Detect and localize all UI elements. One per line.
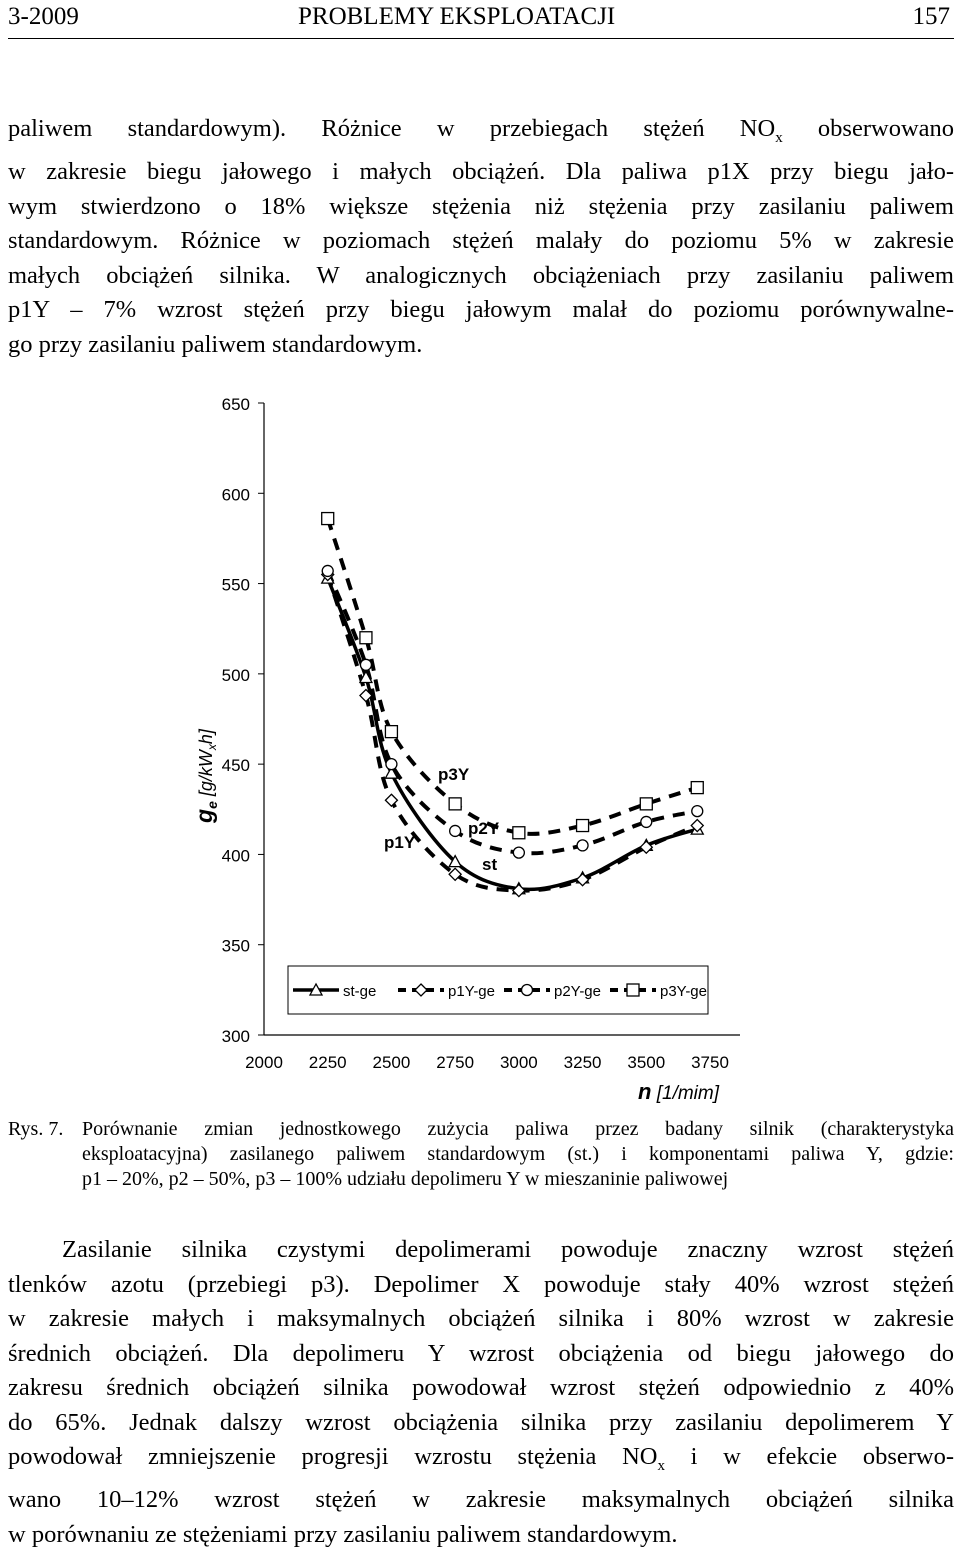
y-tick-label: 550 — [221, 575, 250, 595]
series-annotation: p2Y — [468, 819, 500, 838]
data-point-p2Y-ge — [577, 840, 588, 851]
text-line: małych obciążeń silnika. W analogicznych obciążeniach przy zasilaniu paliwem — [8, 261, 954, 289]
data-point-p3Y-ge — [322, 513, 334, 525]
y-tick-label: 450 — [221, 756, 250, 776]
data-point-p3Y-ge — [691, 782, 703, 794]
y-tick-label: 300 — [221, 1027, 250, 1046]
data-point-p2Y-ge — [386, 759, 397, 770]
data-point-p3Y-ge — [577, 820, 589, 832]
text-line: standardowym. Różnice w poziomach stężeń malały do poziomu 5% w zakresie — [8, 227, 954, 255]
text-line: powodował zmniejszenie progresji wzrostu stężenia $NO_x$ i w efekcie obserwo- — [8, 1443, 955, 1474]
y-tick-label: 350 — [221, 936, 250, 956]
data-point-p2Y-ge — [360, 659, 371, 670]
x-tick-label: 2750 — [436, 1053, 475, 1072]
data-point-p2Y-ge — [641, 816, 652, 827]
x-tick-label: 3250 — [563, 1053, 602, 1072]
running-header — [8, 0, 954, 39]
text-line: średnich obciążeń. Dla depolimeru Y wzrost obciążenia od biegu jałowego do — [8, 1339, 954, 1367]
legend-marker-p2Y-ge — [522, 985, 533, 996]
data-point-p3Y-ge — [385, 726, 397, 738]
legend-label: p3Y-ge — [660, 983, 707, 1000]
text-line: w zakresie biegu jałowego i małych obciążeń. Dla paliwa p1X przy biegu jało- — [8, 158, 954, 186]
y-tick-label: 650 — [221, 395, 250, 414]
text-line: paliwem standardowym). Różnice w przebiegach stężeń $NO_x$ obserwowano — [8, 115, 955, 146]
paragraph-top — [8, 112, 954, 362]
data-point-p2Y-ge — [692, 806, 703, 817]
y-axis-label — [191, 728, 220, 824]
text-line: go przy zasilaniu paliwem standardowym. — [8, 330, 423, 358]
caption-line: Porównanie zmian jednostkowego zużycia paliwa przez badany silnik (charakterystyka — [82, 1118, 954, 1140]
series-line-p3Y-ge — [328, 519, 698, 834]
y-axis-title: $g_e$ $[g/kW_xh]$ — [191, 729, 220, 823]
legend-label: st-ge — [343, 983, 377, 1000]
text-line: wym stwierdzono o 18% większe stężenia niż stężenia przy zasilaniu paliwem — [8, 192, 954, 220]
caption-label: Rys. 7. — [8, 1118, 64, 1140]
x-tick-label: 3500 — [627, 1053, 666, 1072]
text-line: tlenków azotu (przebiegi p3). Depolimer X powoduje stały 40% wzrost stężeń — [8, 1270, 954, 1298]
data-point-p2Y-ge — [322, 565, 333, 576]
text-line: w porównaniu ze stężeniami przy zasilaniu paliwem standardowym. — [8, 1520, 678, 1548]
fuel-consumption-chart — [0, 380, 960, 1110]
page-number: 157 — [912, 3, 950, 30]
text-line: wano 10–12% wzrost stężeń w zakresie maksymalnych obciążeń silnika — [8, 1486, 954, 1514]
journal-title: PROBLEMY EKSPLOATACJI — [298, 3, 616, 30]
series-annotation: p1Y — [384, 833, 416, 852]
x-tick-label: 2500 — [372, 1053, 411, 1072]
x-tick-label: 3750 — [691, 1053, 729, 1072]
issue-number: 3-2009 — [8, 3, 79, 30]
legend-label: p1Y-ge — [448, 983, 495, 1000]
x-tick-label: 2250 — [308, 1053, 347, 1072]
data-point-p2Y-ge — [450, 825, 461, 836]
text-line: zakresu średnich obciążeń silnika powodował wzrost stężeń odpowiednio z 40% — [8, 1374, 954, 1401]
x-axis-label: n [1/mim] — [638, 1079, 720, 1104]
legend-label: p2Y-ge — [554, 983, 601, 1000]
series-annotation: p3Y — [438, 765, 470, 784]
x-tick-label: 2000 — [245, 1053, 283, 1072]
series-annotation: st — [482, 855, 498, 874]
data-point-p2Y-ge — [513, 847, 524, 858]
legend-marker-p3Y-ge — [627, 984, 639, 996]
text-line: do 65%. Jednak dalszy wzrost obciążenia silnika przy zasilaniu depolimerem Y — [8, 1408, 954, 1436]
y-tick-label: 600 — [221, 485, 250, 505]
text-line: Zasilanie silnika czystymi depolimerami powoduje znaczny wzrost stężeń — [62, 1236, 954, 1263]
data-point-p3Y-ge — [449, 798, 461, 810]
text-line: p1Y – 7% wzrost stężeń przy biegu jałowym malał do poziomu porównywalne- — [8, 296, 954, 324]
caption-line: eksploatacyjna) zasilanego paliwem standardowym (st.) i komponentami paliwa Y, gdzie: — [82, 1143, 954, 1165]
data-point-p3Y-ge — [360, 632, 372, 644]
text-line: w zakresie małych i maksymalnych obciążeń silnika i 80% wzrost w zakresie — [8, 1305, 954, 1332]
data-point-p3Y-ge — [513, 827, 525, 839]
y-tick-label: 400 — [221, 846, 250, 866]
x-tick-label: 3000 — [499, 1053, 538, 1072]
paragraph-bottom — [8, 1233, 954, 1552]
series-line-p2Y-ge — [328, 571, 698, 853]
data-point-p3Y-ge — [640, 798, 652, 810]
data-point-p1Y-ge — [513, 885, 525, 897]
y-tick-label: 500 — [221, 665, 250, 685]
caption-line: p1 – 20%, p2 – 50%, p3 – 100% udziału depolimeru Y w mieszaninie paliwowej — [82, 1168, 729, 1190]
